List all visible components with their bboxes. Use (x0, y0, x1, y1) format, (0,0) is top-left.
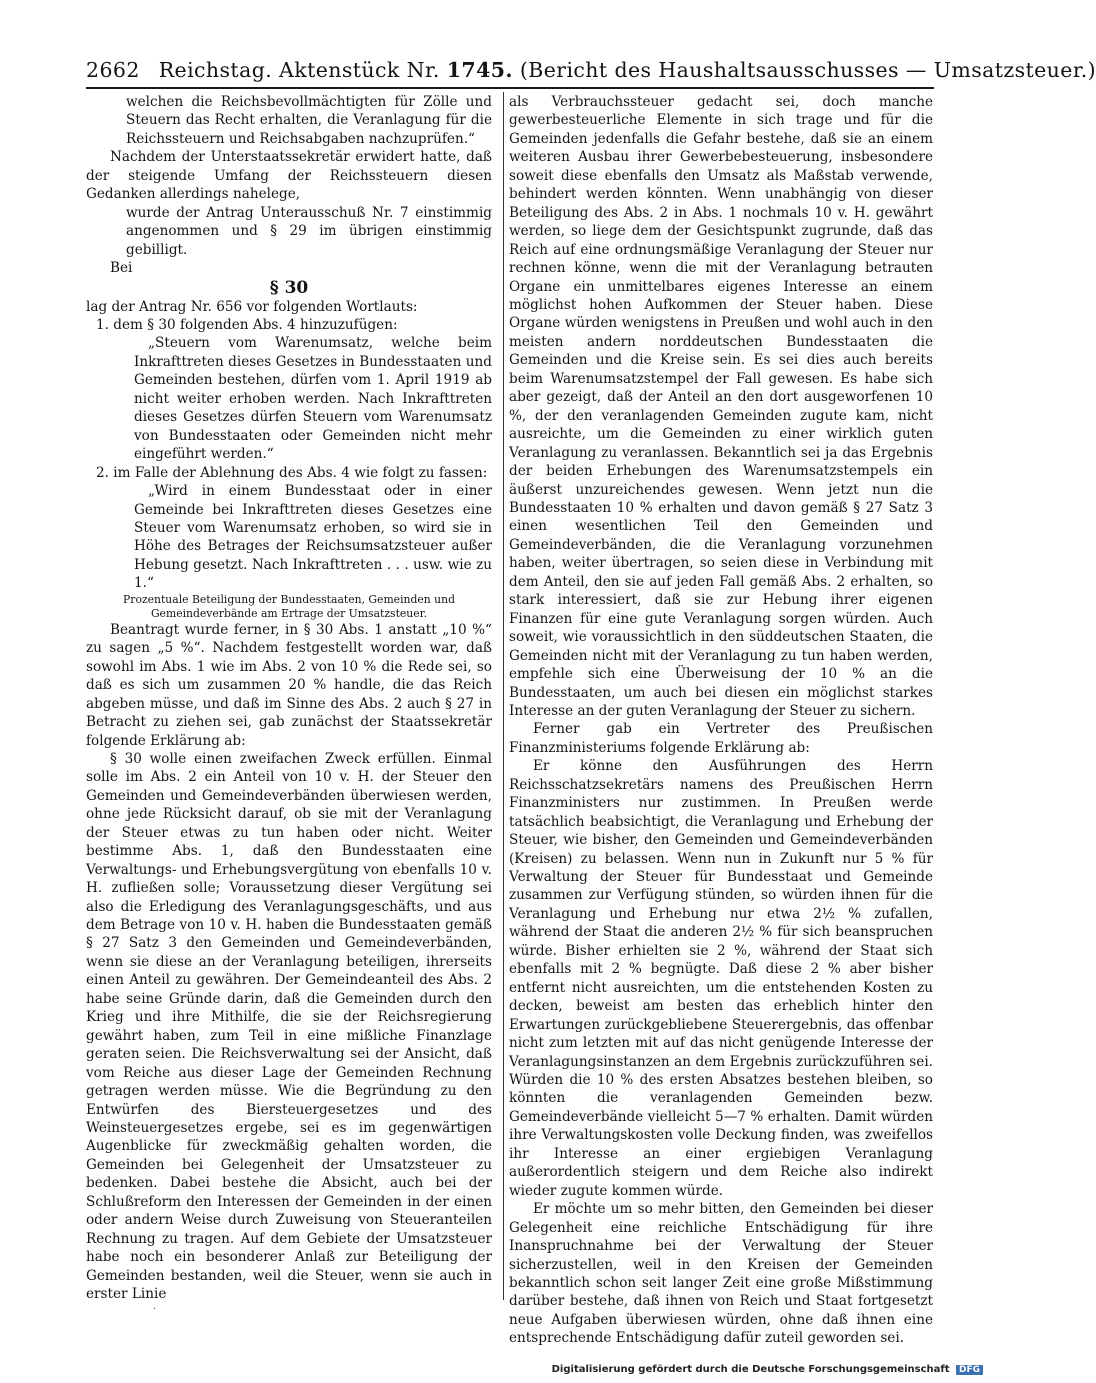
document-number: 1745. (446, 58, 513, 82)
paragraph: welchen die Reichsbevollmächtigten für Zölle und Steuern das Recht erhalten, die Veranlagung für die Reichssteuern und Reichsabgaben nachzuprüfen.“ (126, 94, 492, 147)
header-rule (86, 87, 934, 89)
footer-text: Digitalisierung gefördert durch die Deutsche Forschungsgemeinschaft (551, 1364, 950, 1375)
paragraph: als Verbrauchssteuer gedacht sei, doch manche gewerbesteuerliche Elemente in sich trage und für die Gemeinden jedenfalls die Gefahr bestehe, daß sie an einem weiteren Ausbau ihrer Gewerbebesteuerung, insbesondere soweit diese ebenfalls den Umsatz als Maßstab verwende, behindert werden könnten. Wenn unabhängig von dieser Beteiligung des Abs. 2 in Abs. 1 nochmals 10 v. H. gewährt werden, so liege dem der Gesichtspunkt zugrunde, daß das Reich auf eine ordnungsmäßige Veranlagung der Steuer nur rechnen könne, wenn die mit der Veranlagung betrauten Organe ein unmittelbares eigenes Interesse an einem möglichst hohen Aufkommen der Steuer haben. Diese Organe würden wenigstens in Preußen und wohl auch in den meisten andern norddeutschen Bundesstaaten die Gemeinden und die Kreise sein. Es sei dies auch bereits beim Warenumsatzstempel der Fall gewesen. Es habe sich aber gezeigt, daß der Anteil an den dort ausgeworfenen 10 %, der den veranlagenden Gemeinden zugute kam, nicht ausreichte, um die Gemeinden zu einer wirklich guten Veranlagung zu veranlassen. Bekanntlich sei ja das Ergebnis der beiden Erhebungen des Warenumsatzstempels ein äußerst unzureichendes gewesen. Wenn jetzt nun die Bundesstaaten 10 % erhalten und davon gemäß § 27 Satz 3 einen wesentlichen Teil den Gemeinden und Gemeindeverbänden, die die Veranlagung vorzunehmen haben, weiter übertragen, so seien diese in Verbindung mit dem Anteil, den sie auf jeden Fall gemäß Abs. 2 erhalten, so stark interessiert, daß sie zur Hebung ihrer eigenen Finanzen für eine gute Veranlagung sorgen würden. Auch soweit, wie voraussichtlich in den süddeutschen Staaten, die Gemeinden nicht mit der Veranlagung zu tun haben werden, empfehle sich eine Überweisung der 10 % an die Bundesstaaten, um auch bei diesen ein möglichst starkes Interesse an der guten Veranlagung der Steuer zu sichern. (509, 94, 933, 719)
list-item: 1. dem § 30 folgenden Abs. 4 hinzuzufügen: (96, 316, 398, 333)
digitization-credit (552, 1364, 983, 1375)
paragraph-bei: Bei (110, 260, 133, 277)
paragraph: wurde der Antrag Unterausschuß Nr. 7 einstimmig angenommen und § 29 im übrigen einstimmig gebilligt. (126, 204, 492, 258)
paragraph: Er möchte um so mehr bitten, den Gemeinden bei dieser Gelegenheit eine reichliche Entschädigung für ihre Inanspruchnahme bei der Verwaltung der Steuer sicherzustellen, weil in den Kreisen der Gemeinden bekanntlich schon seit langer Zeit eine große Mißstimmung darüber bestehe, daß ihnen von Reich und Staat fortgesetzt neue Aufgaben überwiesen würden, ohne daß ihnen eine entsprechende Entschädigung dafür zuteil geworden sei. (509, 1201, 933, 1347)
side-heading: Prozentuale Beteiligung der Bundesstaaten, Gemeinden und Gemeindeverbände am Ertrage der Umsatzsteuer. (123, 592, 455, 620)
column-divider (503, 92, 504, 1300)
header-subtitle: (Bericht des Haushaltsausschusses — Umsatzsteuer.) (519, 58, 1096, 82)
quotation: „Wird in einem Bundesstaat oder in einer Gemeinde bei Inkrafttreten dieses Gesetzes eine Steuer vom Warenumsatz erhoben, so wird sie in Höhe des Betrages der Reichsumsatzsteuer außer Hebung gesetzt. Nach Inkrafttreten . . . usw. wie zu 1.“ (134, 483, 492, 592)
list-item: 2. im Falle der Ablehnung des Abs. 4 wie folgt zu fassen: (96, 464, 488, 481)
quotation: „Steuern vom Warenumsatz, welche beim Inkrafttreten dieses Gesetzes in Bundesstaaten und Gemeinden bestehen, dürfen vom 1. April 1919 ab nicht weiter erhoben werden. Nach Inkrafttreten dieses Gesetzes dürfen Steuern vom Warenumsatz von Bundesstaaten oder Gemeinden nicht mehr eingeführt werden.“ (134, 335, 492, 463)
paragraph: lag der Antrag Nr. 656 vor folgenden Wortlauts: (86, 298, 418, 315)
header-title: Reichstag. Aktenstück Nr. (158, 58, 440, 82)
paragraph: Er könne den Ausführungen des Herrn Reichsschatzsekretärs namens des Preußischen Herrn Finanzministers nur zustimmen. In Preußen werde tatsächlich beabsichtigt, die Veranlagung und Erhebung der Steuer, wie bisher, den Gemeinden und Gemeindeverbänden (Kreisen) zu belassen. Wenn nun in Zukunft nur 5 % für Verwaltung der Steuer für Bundesstaat und Gemeinde zusammen zur Verfügung stünden, so würden ihnen für die Veranlagung und Erhebung nur etwa 2½ % zufallen, während der Staat die anderen 2½ % für sich beanspruchen würde. Bisher erhielten sie 2 %, während der Staat sich ebenfalls mit 2 % begnügte. Daß diese 2 % aber bisher entfernt nicht ausreichten, um die entstehenden Kosten zu decken, beweist am besten das erheblich hinter den Erwartungen zurückgebliebene Steuerergebnis, das offenbar nicht zum letzten mit auf das nicht genügende Interesse der Veranlagungsinstanzen an dem Ergebnis zurückzuführen sei. Würden die 10 % des ersten Absatzes bestehen bleiben, so könnten die veranlagenden Gemeinden bezw. Gemeindeverbände vielleicht 5—7 % erhalten. Damit würden ihre Verwaltungskosten volle Deckung finden, was zweifellos ihr Interesse an einer ergiebigen Veranlagung außerordentlich steigern und dem Reiche also indirekt wieder zugute kommen würde. (509, 758, 933, 1199)
running-header (86, 58, 1096, 82)
left-column (86, 93, 492, 1304)
paragraph: Ferner gab ein Vertreter des Preußischen Finanzministeriums folgende Erklärung ab: (509, 721, 933, 756)
right-column (509, 93, 933, 1348)
paragraph: § 30 wolle einen zweifachen Zweck erfüllen. Einmal solle im Abs. 2 ein Anteil von 10 v. H. der Steuer den Gemeinden und Gemeindeverbänden überwiesen werden, ohne jede Rücksicht darauf, ob sie mit der Veranlagung der Steuer etwas zu tun haben oder nicht. Weiter bestimme Abs. 1, daß den Bundesstaaten eine Verwaltungs- und Erhebungsvergütung von ebenfalls 10 v. H. zufließen solle; Voraussetzung dieser Vergütung sei also die Erledigung des Veranlagungsgeschäfts, und aus dem Betrage von 10 v. H. haben die Bundesstaaten gemäß § 27 Satz 3 den Gemeinden und Gemeindeverbänden, wenn sie diese an der Veranlagung beteiligen, ihrerseits einen Anteil zu gewähren. Der Gemeindeanteil des Abs. 2 habe seine Gründe darin, daß die Gemeinden durch den Krieg und ihre Mithilfe, die sie der Reichsregierung gewährt haben, zum Teil in eine mißliche Finanzlage geraten seien. Die Reichsverwaltung sei der Ansicht, daß vom Reiche aus dieser Lage der Gemeinden Rechnung getragen werden müsse. Wie die Begründung zu den Entwürfen des Biersteuergesetzes und des Weinsteuergesetzes ergebe, sei es im gegenwärtigen Augenblicke für zweckmäßig gehalten worden, die Gemeinden bei Gelegenheit der Umsatzsteuer zu bedenken. Dabei bestehe die Absicht, auch bei der Schlußreform den Interessen der Gemeinden in der einen oder andern Weise durch Zuweisung von Steueranteilen Rechnung zu tragen. Auf dem Gebiete der Umsatzsteuer habe noch ein besonderer Anlaß zur Beteiligung der Gemeinden bestanden, weil die Steuer, wenn sie auch in erster Linie (86, 750, 492, 1303)
dfg-logo: DFG (956, 1365, 983, 1375)
section-heading: § 30 (269, 277, 309, 298)
paragraph: Beantragt wurde ferner, in § 30 Abs. 1 anstatt „10 %“ zu sagen „5 %“. Nachdem festgestellt worden war, daß sowohl im Abs. 1 wie im Abs. 2 von 10 % die Rede sei, so daß es sich um zusammen 20 % handle, die das Reich abgeben müsse, und daß im Sinne des Abs. 2 auch § 27 in Betracht zu ziehen sei, gab zunächst der Staatssekretär folgende Erklärung ab: (86, 621, 492, 749)
page-number: 2662 (86, 58, 140, 82)
paragraph: Nachdem der Unterstaatssekretär erwidert hatte, daß der steigende Umfang der Reichssteuern diesen Gedanken allerdings nahelege, (86, 149, 492, 203)
page-mark: · (153, 1304, 157, 1315)
